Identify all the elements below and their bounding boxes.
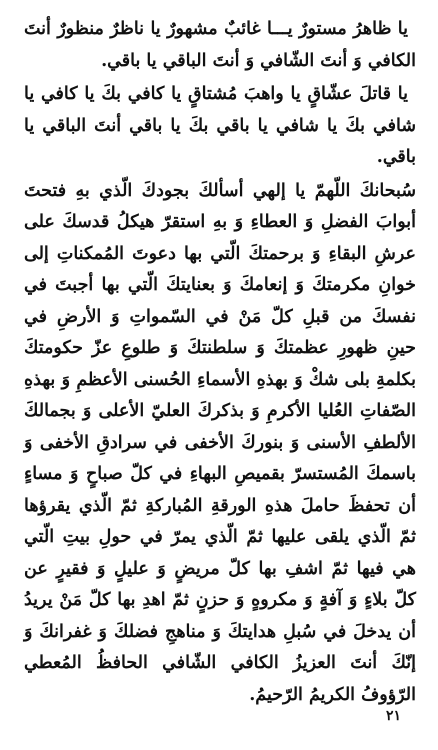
paragraph-1: يا ظاهرُ مستورٌ يـــا غائبٌ مشهورٌ يا ناظرٌ منظورٌ أنتَ الكافي وَ أنتَ الشّافي وَ أنتَ الباقي يا باقي. (24, 19, 416, 71)
paragraph-2: يا قاتلَ عشّاقٍ يا واهبَ مُشتاقٍ يا كافي بكَ يا كافي يا شافي بكَ يا شافي يا باقي بكَ يا باقي أنتَ الباقي يا باقي. (24, 84, 416, 167)
paragraph-3: سُبحانكَ اللّهمّ يا إلهي أسألكَ بجودكَ الّذي بهِ فتحتَ أبوابَ الفضلِ وَ العطاءِ وَ بهِ استقرّ هيكلُ قدسكَ على عرشِ البقاءِ وَ برحمتكَ الّتي بها دعوتَ المُمكناتِ إلى خوانِ مكرمتكَ وَ إنعامكَ وَ بعنايتكَ الّتي بها أجبتَ في نفسكَ من قبلِ كلّ مَنْ في السّمواتِ وَ الأرضِ في حينِ ظهورِ عظمتكَ وَ سلطنتكَ وَ طلوعِ عزّ حكومتكَ بكلمةِ بلى شكْ وَ بهذهِ الأسماءِ الحُسنى الأعظمِ وَ بهذهِ الصّفاتِ العُليا الأكرمِ وَ بذكركَ العليّ الأعلى وَ بجمالكَ الألطفِ الأسنى وَ بنوركَ الأخفى في سرادقِ الأخفى وَ باسمكَ المُستسرّ بقميصِ البهاءِ في كلّ صباحٍ وَ مساءٍ أن تحفظَ حاملَ هذهِ الورقةِ المُباركةِ ثمّ الّذي يقرؤها ثمّ الّذي يلقى عليها ثمّ الّذي يمرّ في حولِ بيتِ الّتي هي فيها ثمّ اشفِ بها كلّ مريضٍ وَ عليلٍ وَ فقيرٍ عن كلّ بلاءٍ وَ آفةٍ وَ مكروهٍ وَ حزنٍ ثمّ اهدِ بها كلّ مَنْ يريدُ أن يدخلَ في سُبلِ هدايتكَ وَ مناهجِ فضلكَ وَ غفرانكَ وَ إنّكَ أنتَ العزيزُ الكافي الشّافي الحافظُ المُعطي الرّؤوفُ الكريمُ الرّحيمُ. (24, 180, 416, 705)
page-number: ٢١ (386, 708, 402, 724)
prayer-text (24, 14, 416, 711)
